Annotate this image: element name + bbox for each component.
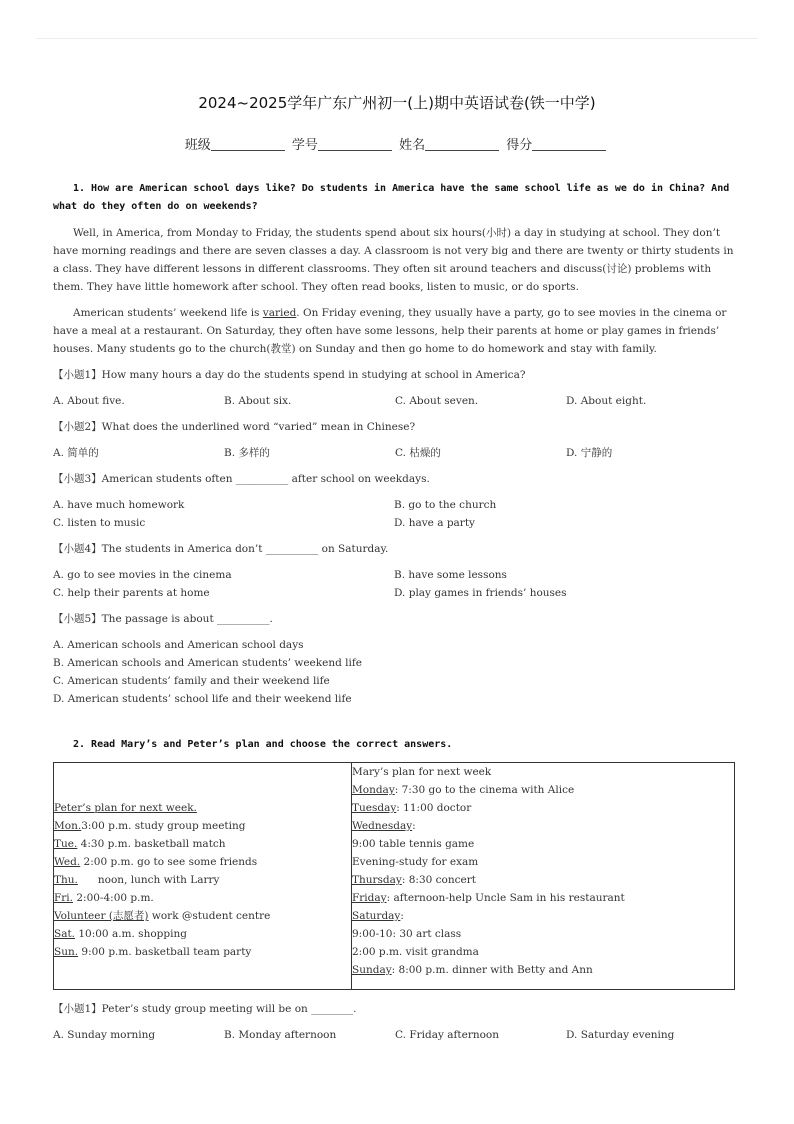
mary-plan-day: Friday [352,892,387,904]
peter-plan-day: Sun. [54,946,79,958]
peter-plan-activity: 2:00-4:00 p.m. [73,892,154,904]
option-b[interactable]: B. About six. [224,395,292,407]
q1-sub4-options [53,566,737,602]
mary-plan-row [352,889,734,907]
info-label-name: 姓名 [399,138,426,153]
option-b[interactable]: B. go to the church [394,499,497,511]
q1-sub5-options [53,636,737,708]
option-c[interactable]: C. help their parents at home [53,587,210,599]
info-label-score: 得分 [506,138,533,153]
option-a[interactable]: A. About five. [53,395,125,407]
paragraph-2-text-after: . On Friday evening, they usually have a party, go to see movies in the cinema or have a meal at a restaurant. On Saturday, they often have some lessons, help their parents at home or play games in friends’ houses. Many students go to the church(教堂) on Sunday and then go home to do homework and stay with family. [53,307,727,355]
peter-plan-rows [54,817,351,961]
mary-plan-row [352,871,734,889]
q1-sub1-options [53,392,737,410]
option-d[interactable]: D. 宁静的 [566,447,613,459]
question-1-heading: 1. How are American school days like? Do students in America have the same school life as we do in China? And what do they often do on weekends? [53,183,730,212]
peter-plan-day: Volunteer (志愿者) [54,910,149,922]
info-label-number: 学号 [291,138,318,153]
peter-plan-day: Thu. [54,874,78,886]
q1-sub2-options [53,444,737,462]
peter-plan-activity: noon, lunch with Larry [77,874,220,886]
peter-plan-activity: 9:00 p.m. basketball team party [78,946,252,958]
option-a[interactable]: A. Sunday morning [53,1029,156,1041]
peter-plan-day: Sat. [54,928,76,940]
option-b[interactable]: B. American schools and American students’ weekend life [53,657,362,669]
q1-sub1-stem: 【小题1】How many hours a day do the students spend in studying at school in America? [53,369,526,381]
peter-plan-title: Peter’s plan for next week. [54,802,197,814]
mary-plan-activity: : 8:00 p.m. dinner with Betty and Ann [391,964,593,976]
exam-title: 2024~2025学年广东广州初一(上)期中英语试卷(铁一中学) [198,94,596,112]
question-2-heading: 2. Read Mary’s and Peter’s plan and choose the correct answers. [73,739,453,750]
peter-plan-day: Tue. [54,838,78,850]
option-d[interactable]: D. About eight. [566,395,647,407]
q2-sub1-stem: 【小题1】Peter’s study group meeting will be on ________. [53,1003,357,1015]
option-c[interactable]: C. 枯燥的 [395,447,441,459]
mary-plan-activity: : 8:30 concert [401,874,476,886]
q1-sub2-stem: 【小题2】What does the underlined word “varied” mean in Chinese? [53,421,416,433]
passage-paragraph-1: Well, in America, from Monday to Friday, the students spend about six hours(小时) a day in studying at school. They don’t have morning readings and there are seven classes a day. A classroom is not very big and there are twenty or thirty students in a class. They have different lessons in different classrooms. They often sit around teachers and discuss(讨论) problems with them. They have little homework after school. They often read books, listen to music, or do sports. [53,227,734,293]
peter-plan-row [54,925,351,943]
mary-plan-activity: Evening-study for exam [352,856,479,868]
mary-plan-day: Wednesday [352,820,413,832]
option-d[interactable]: D. Saturday evening [566,1029,675,1041]
q1-sub5-stem: 【小题5】The passage is about __________. [53,613,273,625]
mary-plan-activity: : [412,820,416,832]
mary-plan-row [352,943,734,961]
mary-plan-title: Mary’s plan for next week [352,766,492,778]
option-b[interactable]: B. have some lessons [394,569,507,581]
peter-plan-row [54,817,351,835]
mary-plan-activity: : 11:00 doctor [396,802,472,814]
q2-sub1-options [53,1026,737,1044]
info-label-class: 班级 [184,138,211,153]
mary-plan-row [352,925,734,943]
peter-plan-activity: 10:00 a.m. shopping [75,928,187,940]
peter-plan-cell [54,763,352,990]
peter-plan-row [54,943,351,961]
option-d[interactable]: D. American students’ school life and their weekend life [53,693,352,705]
mary-plan-activity: : [400,910,404,922]
mary-plan-row [352,907,734,925]
peter-plan-activity: work @student centre [148,910,271,922]
mary-plan-activity: 2:00 p.m. visit grandma [352,946,479,958]
page-top-rule [36,38,758,39]
mary-plan-row [352,799,734,817]
peter-plan-activity: 2:00 p.m. go to see some friends [80,856,258,868]
plan-table [53,762,735,990]
mary-plan-day: Saturday [352,910,401,922]
option-c[interactable]: C. Friday afternoon [395,1029,500,1041]
mary-plan-activity: 9:00-10: 30 art class [352,928,462,940]
peter-plan-row [54,889,351,907]
q1-sub3-stem: 【小题3】American students often __________ after school on weekdays. [53,473,430,485]
mary-plan-activity: : 7:30 go to the cinema with Alice [394,784,575,796]
mary-plan-day: Sunday [352,964,392,976]
peter-plan-row [54,907,351,925]
option-a[interactable]: A. have much homework [53,499,185,511]
option-d[interactable]: D. play games in friends’ houses [394,587,567,599]
peter-plan-day: Fri. [54,892,74,904]
option-c[interactable]: C. American students’ family and their weekend life [53,675,330,687]
mary-plan-day: Thursday [352,874,402,886]
underlined-word-varied: varied [262,307,297,319]
option-c[interactable]: C. About seven. [395,395,479,407]
mary-plan-day: Monday [352,784,395,796]
mary-plan-rows [352,781,734,979]
peter-plan-day: Wed. [54,856,81,868]
option-b[interactable]: B. Monday afternoon [224,1029,337,1041]
mary-plan-activity: 9:00 table tennis game [352,838,475,850]
info-blank-score[interactable] [532,138,606,151]
paragraph-2-text-before: American students’ weekend life is [73,307,263,319]
mary-plan-row [352,853,734,871]
option-a[interactable]: A. American schools and American school days [53,639,304,651]
peter-plan-row [54,853,351,871]
peter-plan-row [54,835,351,853]
student-info-line [0,134,794,153]
q1-sub4-stem: 【小题4】The students in America don’t __________ on Saturday. [53,543,389,555]
peter-plan-activity: 3:00 p.m. study group meeting [81,820,246,832]
peter-plan-row [54,871,351,889]
peter-plan-activity: 4:30 p.m. basketball match [77,838,226,850]
info-blank-number[interactable] [318,138,392,151]
option-b[interactable]: B. 多样的 [224,447,270,459]
q1-sub3-options [53,496,737,532]
mary-plan-row [352,835,734,853]
option-c[interactable]: C. listen to music [53,517,146,529]
option-a[interactable]: A. go to see movies in the cinema [53,569,232,581]
mary-plan-row [352,961,734,979]
mary-plan-cell [352,763,735,990]
mary-plan-activity: : afternoon-help Uncle Sam in his restaurant [386,892,625,904]
mary-plan-day: Tuesday [352,802,397,814]
option-a[interactable]: A. 简单的 [53,447,99,459]
exam-content [53,180,737,1052]
passage-paragraph-2 [53,304,737,358]
info-blank-class[interactable] [211,138,285,151]
option-d[interactable]: D. have a party [394,517,475,529]
mary-plan-row [352,817,734,835]
peter-plan-day: Mon. [54,820,82,832]
mary-plan-row [352,781,734,799]
info-blank-name[interactable] [425,138,499,151]
